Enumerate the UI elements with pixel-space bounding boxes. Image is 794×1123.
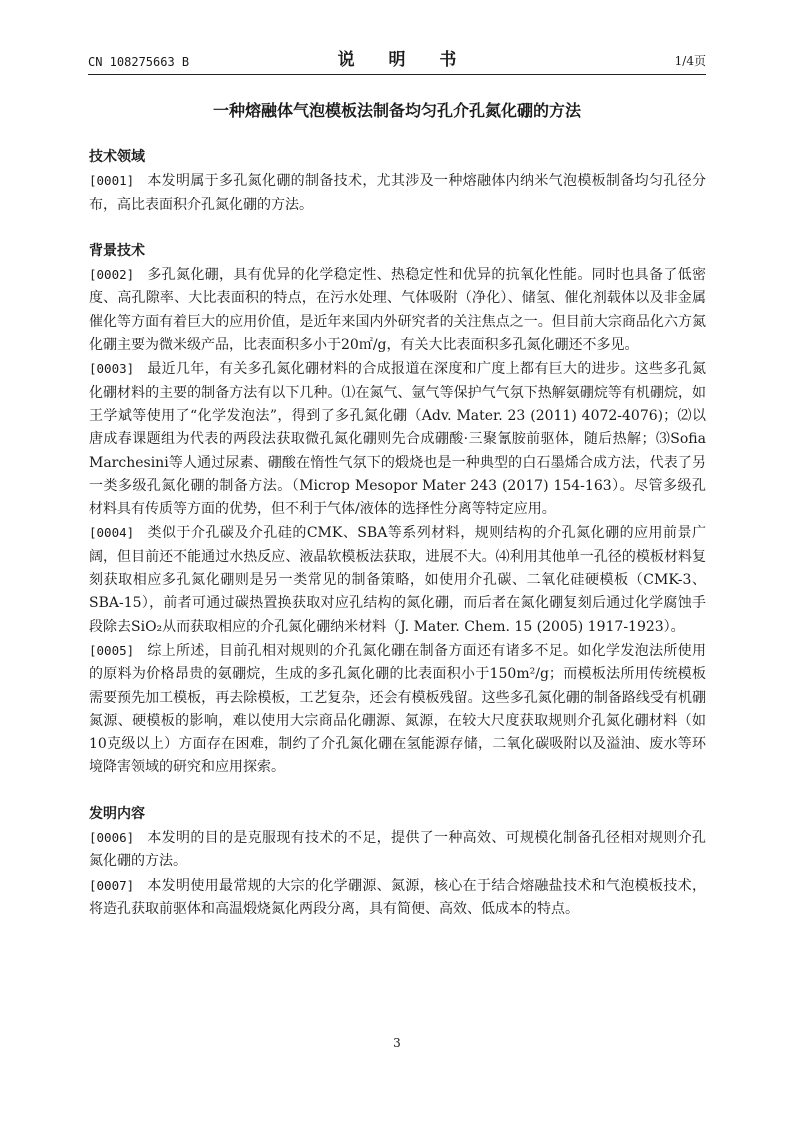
paragraph-text: 多孔氮化硼，具有优异的化学稳定性、热稳定性和优异的抗氧化性能。同时也具备了低密度、高孔隙率、大比表面积的特点，在污水处理、气体吸附（净化）、储氢、催化剂载体以及非金属催化等方面有着巨大的应用价值，是近年来国内外研究者的关注焦点之一。但目前大宗商品化六方氮化硼主要为微米级产品，比表面积多小于20㎡/g，有关大比表面积多孔氮化硼还不多见。 [89,267,706,354]
paragraph-0001 [89,169,706,217]
paragraph-0003 [89,357,706,521]
section-heading-background: 背景技术 [89,242,145,259]
paragraph-0006 [89,826,706,874]
paragraph-0005 [89,639,706,780]
paragraph-number: [0003] [89,361,135,377]
document-type-title: 说 明 书 [337,50,471,70]
page-header [88,44,706,75]
paragraph-number: [0005] [89,642,135,658]
section-heading-technical-field: 技术领域 [89,149,145,165]
paragraph-text: 综上所述，目前孔相对规则的介孔氮化硼在制备方面还有诸多不足。如化学发泡法所使用的原料为价格昂贵的氨硼烷，生成的多孔氮化硼的比表面积小于150m²/g；而模板法所用传统模板需要预先加工模板，再去除模板，工艺复杂，还会有模板残留。这些多孔氮化硼的制备路线受有机硼氮源、硬模板的影响，难以使用大宗商品化硼源、氮源，在较大尺度获取规则介孔氮化硼材料（如10克级以上）方面存在困难，制约了介孔氮化硼在氢能源存储，二氧化碳吸附以及溢油、废水等环境降害领域的研究和应用探索。 [89,642,706,776]
paragraph-0007 [89,874,706,922]
paragraph-number: [0007] [89,877,135,893]
document-body [89,146,706,921]
paragraph-text: 类似于介孔碳及介孔硅的CMK、SBA等系列材料，规则结构的介孔氮化硼的应用前景广阔，但目前还不能通过水热反应、液晶软模板法获取，进展不大。⑷利用其他单一孔径的模板材料复刻获取相应多孔氮化硼则是另一类常见的制备策略，如使用介孔碳、二氧化硅硬模板（CMK-3、SBA-15），前者可通过碳热置换获取对应孔结构的氮化硼，而后者在氮化硼复刻后通过化学腐蚀手段除去SiO₂从而获取相应的介孔氮化硼纳米材料（J. Mater. Chem. 15 (2005) 1917-1923）。 [89,525,706,635]
page-number: 3 [393,1036,401,1050]
paragraph-number: [0006] [89,830,135,846]
paragraph-text: 最近几年，有关多孔氮化硼材料的合成报道在深度和广度上都有巨大的进步。这些多孔氮化硼材料的主要的制备方法有以下几种。⑴在氮气、氩气等保护气气氛下热解氨硼烷等有机硼烷，如王学斌等使用了“化学发泡法”，得到了多孔氮化硼（Adv. Mater. 23 (2011) 4072-4076)；⑵以唐成春课题组为代表的两段法获取微孔氮化硼则先合成硼酸·三聚氰胺前驱体，随后热解；⑶Sofia Marchesini等人通过尿素、硼酸在惰性气氛下的煅烧也是一种典型的白石墨烯合成方法，代表了另一类多级孔氮化硼的制备方法。（Microp Mesopor Mater 243 (2017) 154-163）。尽管多级孔材料具有传质等方面的优势，但不利于气体/液体的选择性分离等特定应用。 [89,361,706,518]
paragraph-text: 本发明属于多孔氮化硼的制备技术，尤其涉及一种熔融体内纳米气泡模板制备均匀孔径分布，高比表面积介孔氮化硼的方法。 [89,173,706,213]
paragraph-0002 [89,263,706,357]
invention-title: 一种熔融体气泡模板法制备均匀孔介孔氮化硼的方法 [212,101,581,120]
paragraph-0004 [89,521,706,638]
paragraph-number: [0002] [89,267,135,283]
paragraph-text: 本发明使用最常规的大宗的化学硼源、氮源，核心在于结合熔融盐技术和气泡模板技术，将造孔获取前驱体和高温煅烧氮化两段分离，具有简便、高效、低成本的特点。 [89,877,706,917]
paragraph-number: [0001] [89,173,135,189]
paragraph-text: 本发明的目的是克服现有技术的不足，提供了一种高效、可规模化制备孔径相对规则介孔氮化硼的方法。 [89,830,706,870]
section-heading-summary: 发明内容 [89,805,145,822]
publication-number: CN 108275663 B [88,55,190,69]
page-indicator: 1/4页 [674,54,706,68]
paragraph-number: [0004] [89,525,135,541]
